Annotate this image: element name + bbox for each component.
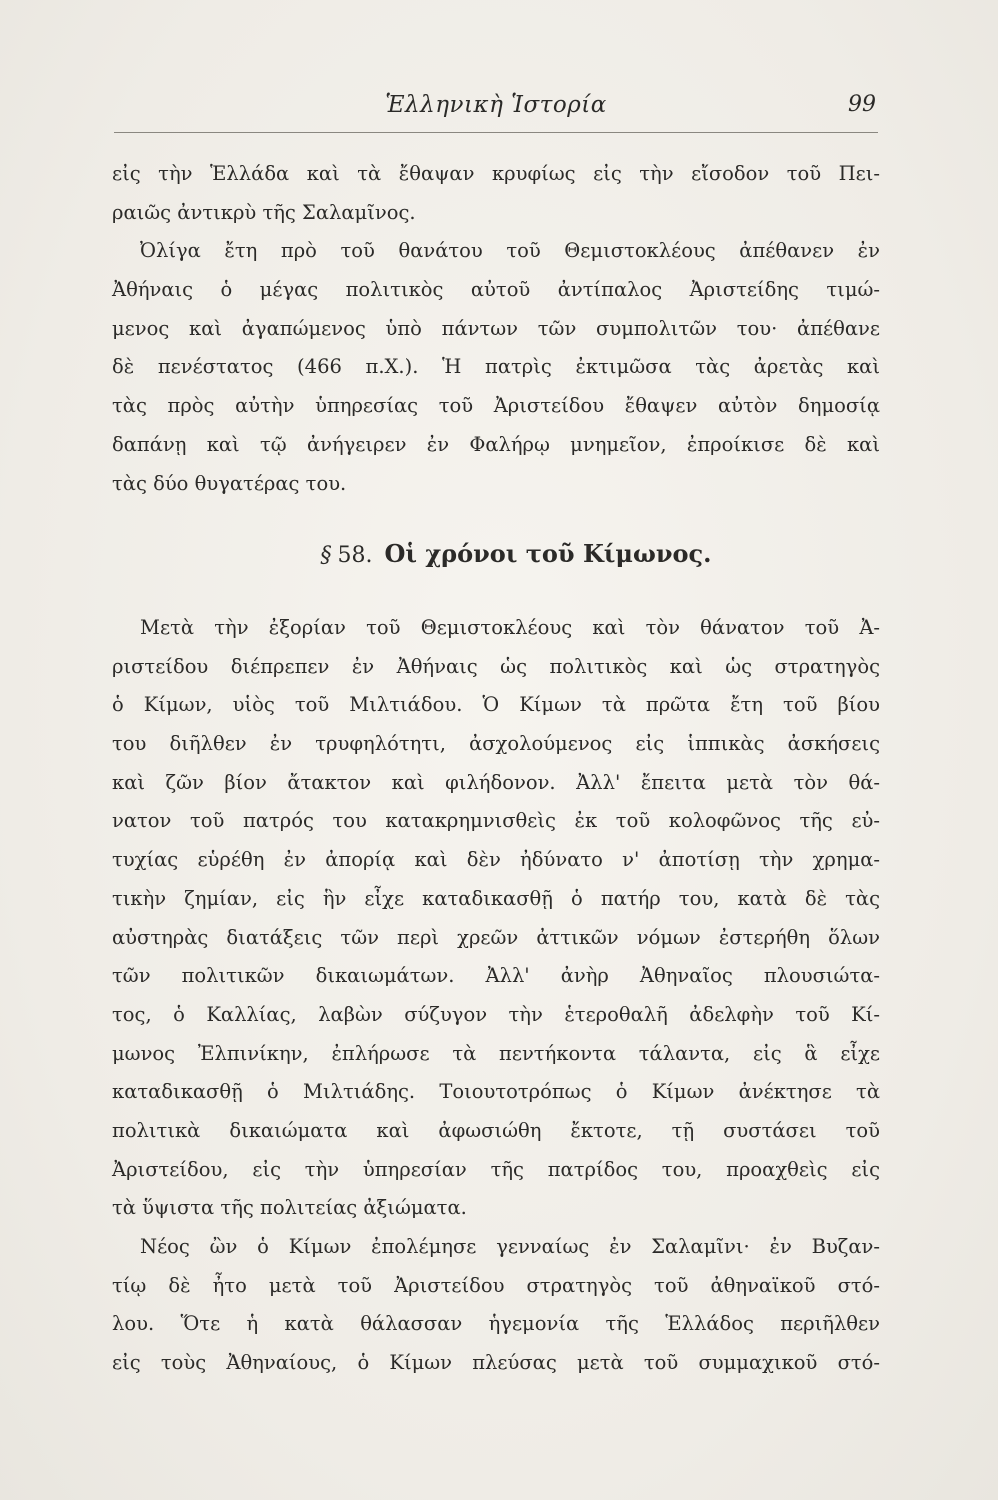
paragraph-block-2 — [112, 609, 880, 1383]
text-line: λου. Ὅτε ἡ κατὰ θάλασσαν ἡγεμονία τῆς Ἑλλάδος περιῆλθεν — [112, 1312, 880, 1336]
running-head — [112, 92, 880, 132]
text-line: εἰς τὴν Ἑλλάδα καὶ τὰ ἔθαψαν κρυφίως εἰς τὴν εἴσοδον τοῦ Πει- — [112, 162, 880, 185]
text-line: τὰς δύο θυγατέρας του. — [112, 471, 347, 495]
text-line: εἰς τοὺς Ἀθηναίους, ὁ Κίμων πλεύσας μετὰ τοῦ συμμαχικοῦ στό- — [112, 1351, 880, 1375]
text-line: καταδικασθῇ ὁ Μιλτιάδης. Τοιουτοτρόπως ὁ Κίμων ἀνέκτησε τὰ — [112, 1080, 880, 1104]
text-line: νατον τοῦ πατρός του κατακρημνισθεὶς ἐκ τοῦ κολοφῶνος τῆς εὐ- — [112, 809, 880, 833]
text-line: τὰς πρὸς αὐτὴν ὑπηρεσίας τοῦ Ἀριστείδου ἔθαψεν αὐτὸν δημοσίᾳ — [112, 394, 880, 418]
paragraph-block-1 — [112, 155, 880, 503]
text-line: τος, ὁ Καλλίας, λαβὼν σύζυγον τὴν ἑτεροθαλῆ ἀδελφὴν τοῦ Κί- — [112, 1002, 880, 1026]
section-heading — [112, 534, 880, 574]
running-title: Ἑλληνικὴ Ἱστορία — [385, 92, 607, 118]
text-line: Ὀλίγα ἔτη πρὸ τοῦ θανάτου τοῦ Θεμιστοκλέους ἀπέθανεν ἐν — [140, 239, 880, 263]
text-line: Νέος ὢν ὁ Κίμων ἐπολέμησε γενναίως ἐν Σαλαμῖνι· ἐν Βυζαν- — [140, 1235, 880, 1258]
text-line: Ἀθήναις ὁ μέγας πολιτικὸς αὐτοῦ ἀντίπαλος Ἀριστείδης τιμώ- — [112, 278, 880, 302]
text-line: Ἀριστείδου, εἰς τὴν ὑπηρεσίαν τῆς πατρίδος του, προαχθεὶς εἰς — [112, 1157, 880, 1181]
section-title: Οἱ χρόνοι τοῦ Κίμωνος. — [384, 539, 712, 568]
text-line: ὁ Κίμων, υἱὸς τοῦ Μιλτιάδου. Ὁ Κίμων τὰ πρῶτα ἔτη τοῦ βίου — [112, 693, 880, 717]
text-line: μενος καὶ ἀγαπώμενος ὑπὸ πάντων τῶν συμπολιτῶν του· ἀπέθανε — [112, 316, 880, 340]
text-line: τικὴν ζημίαν, εἰς ἣν εἶχε καταδικασθῇ ὁ πατήρ του, κατὰ δὲ τὰς — [112, 886, 880, 910]
text-line: Μετὰ τὴν ἐξορίαν τοῦ Θεμιστοκλέους καὶ τὸν θάνατον τοῦ Ἀ- — [140, 616, 880, 639]
text-line: δαπάνῃ καὶ τῷ ἀνήγειρεν ἐν Φαλήρῳ μνημεῖον, ἐπροίκισε δὲ καὶ — [112, 432, 880, 456]
text-line: καὶ ζῶν βίον ἄτακτον καὶ φιλήδονον. Ἀλλ' ἔπειτα μετὰ τὸν θά- — [112, 770, 880, 794]
section-mark: § — [320, 543, 332, 568]
section-number: 58. — [337, 543, 373, 568]
page-number: 99 — [848, 92, 876, 117]
text-line: πολιτικὰ δικαιώματα καὶ ἀφωσιώθη ἔκτοτε, τῇ συστάσει τοῦ — [112, 1118, 880, 1142]
header-rule — [114, 132, 878, 133]
text-line: αὐστηρὰς διατάξεις τῶν περὶ χρεῶν ἀττικῶν νόμων ἐστερήθη ὅλων — [112, 925, 880, 949]
text-line: τῶν πολιτικῶν δικαιωμάτων. Ἀλλ' ἀνὴρ Ἀθηναῖος πλουσιώτα- — [112, 964, 880, 988]
text-line: τὰ ὕψιστα τῆς πολιτείας ἀξιώματα. — [112, 1196, 467, 1220]
text-line: του διῆλθεν ἐν τρυφηλότητι, ἀσχολούμενος εἰς ἱππικὰς ἀσκήσεις — [112, 732, 880, 756]
text-line: δὲ πενέστατος (466 π.Χ.). Ἡ πατρὶς ἐκτιμῶσα τὰς ἀρετὰς καὶ — [112, 355, 880, 379]
text-line: ριστείδου διέπρεπεν ἐν Ἀθήναις ὡς πολιτικὸς καὶ ὡς στρατηγὸς — [112, 654, 880, 678]
text-line: ραιῶς ἀντικρὺ τῆς Σαλαμῖνος. — [112, 200, 416, 224]
text-line: μωνος Ἐλπινίκην, ἐπλήρωσε τὰ πεντήκοντα τάλαντα, εἰς ἃ εἶχε — [112, 1041, 880, 1065]
text-line: τυχίας εὑρέθη ἐν ἀπορίᾳ καὶ δὲν ἠδύνατο ν' ἀποτίσῃ τὴν χρημα- — [112, 848, 880, 872]
text-line: τίῳ δὲ ἦτο μετὰ τοῦ Ἀριστείδου στρατηγὸς τοῦ ἀθηναϊκοῦ στό- — [112, 1273, 880, 1297]
